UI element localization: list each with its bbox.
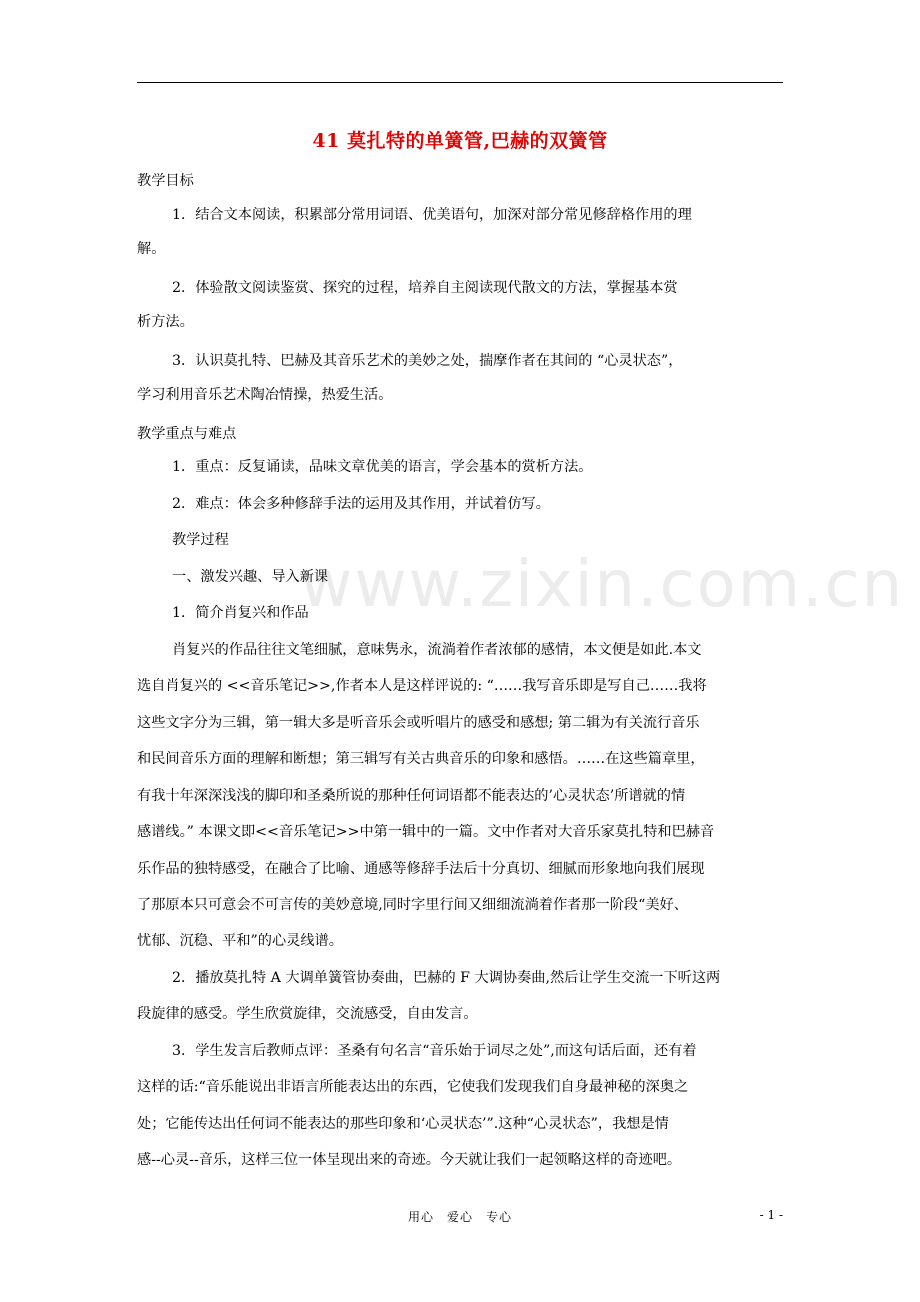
paragraph-line: 1．结合文本阅读，积累部分常用词语、优美语句，加深对部分常见修辞格作用的理: [172, 207, 692, 223]
paragraph-line: 2．播放莫扎特 A 大调单簧管协奏曲，巴赫的 F 大调协奏曲,然后让学生交流一下听这两: [172, 970, 721, 986]
section-heading: 教学重点与难点: [137, 426, 237, 442]
paragraph-line: 感谱线。” 本课文即<<音乐笔记>>中第一辑中的一篇。文中作者对大音乐家莫扎特和巴赫音: [137, 824, 715, 840]
paragraph-line: 了那原本只可意会不可言传的美妙意境,同时字里行间又细细流淌着作者那一阶段“美好、: [137, 897, 688, 913]
paragraph-line: 1．重点：反复诵读，品味文章优美的语言，学会基本的赏析方法。: [172, 459, 593, 475]
paragraph-line: 析方法。: [137, 314, 194, 330]
paragraph-line: 感--心灵--音乐，这样三位一体呈现出来的奇迹。今天就让我们一起领略这样的奇迹吧。: [137, 1152, 682, 1168]
paragraph-line: 3．学生发言后教师点评：圣桑有句名言“音乐始于词尽之处”,而这句话后面，还有着: [172, 1043, 697, 1059]
paragraph-line: 这些文字分为三辑，第一辑大多是听音乐会或听唱片的感受和感想; 第二辑为有关流行音乐: [137, 715, 700, 731]
header-rule: [137, 82, 783, 83]
document-title: 41 莫扎特的单簧管,巴赫的双簧管: [312, 130, 608, 152]
paragraph-line: 学习利用音乐艺术陶冶情操，热爱生活。: [137, 387, 393, 403]
watermark: www.zixin.com.cn: [300, 548, 905, 622]
section-heading: 教学目标: [137, 173, 194, 189]
paragraph-line: 2．难点：体会多种修辞手法的运用及其作用，并试着仿写。: [172, 496, 550, 512]
paragraph-line: 这样的话:“音乐能说出非语言所能表达出的东西，它使我们发现我们自身最神秘的深奥之: [137, 1079, 689, 1095]
paragraph-line: 选自肖复兴的 <<音乐笔记>>,作者本人是这样评说的: “……我写音乐即是写自己……我将: [137, 678, 707, 694]
page-number: - 1 -: [759, 1208, 783, 1222]
paragraph-line: 乐作品的独特感受，在融合了比喻、通感等修辞手法后十分真切、细腻而形象地向我们展现: [137, 861, 705, 877]
footer-motto: 用心 爱心 专心: [407, 1210, 512, 1224]
paragraph-line: 段旋律的感受。学生欣赏旋律，交流感受，自由发言。: [137, 1006, 478, 1022]
paragraph-line: 和民间音乐方面的理解和断想；第三辑写有关古典音乐的印象和感悟。……在这些篇章里，: [137, 751, 705, 767]
paragraph-line: 3．认识莫扎特、巴赫及其音乐艺术的美妙之处，揣摩作者在其间的 “心灵状态”，: [172, 353, 683, 369]
section-heading: 教学过程: [172, 532, 229, 548]
paragraph-line: 解。: [137, 241, 166, 257]
paragraph-line: 肖复兴的作品往往文笔细腻，意味隽永，流淌着作者浓郁的感情，本文便是如此.本文: [172, 642, 702, 658]
paragraph-line: 处；它能传达出任何词不能表达的那些印象和‘心灵状态’”.这种“心灵状态”，我想是情: [137, 1116, 669, 1132]
subsection-heading: 1．简介肖复兴和作品: [172, 605, 309, 621]
paragraph-line: 2．体验散文阅读鉴赏、探究的过程，培养自主阅读现代散文的方法，掌握基本赏: [172, 280, 678, 296]
paragraph-line: 忧郁、沉稳、平和”的心灵线谱。: [137, 933, 343, 949]
subsection-heading: 一、激发兴趣、导入新课: [172, 569, 329, 585]
paragraph-line: 有我十年深深浅浅的脚印和圣桑所说的那种任何词语都不能表达的’心灵状态’所谱就的情: [137, 788, 686, 804]
